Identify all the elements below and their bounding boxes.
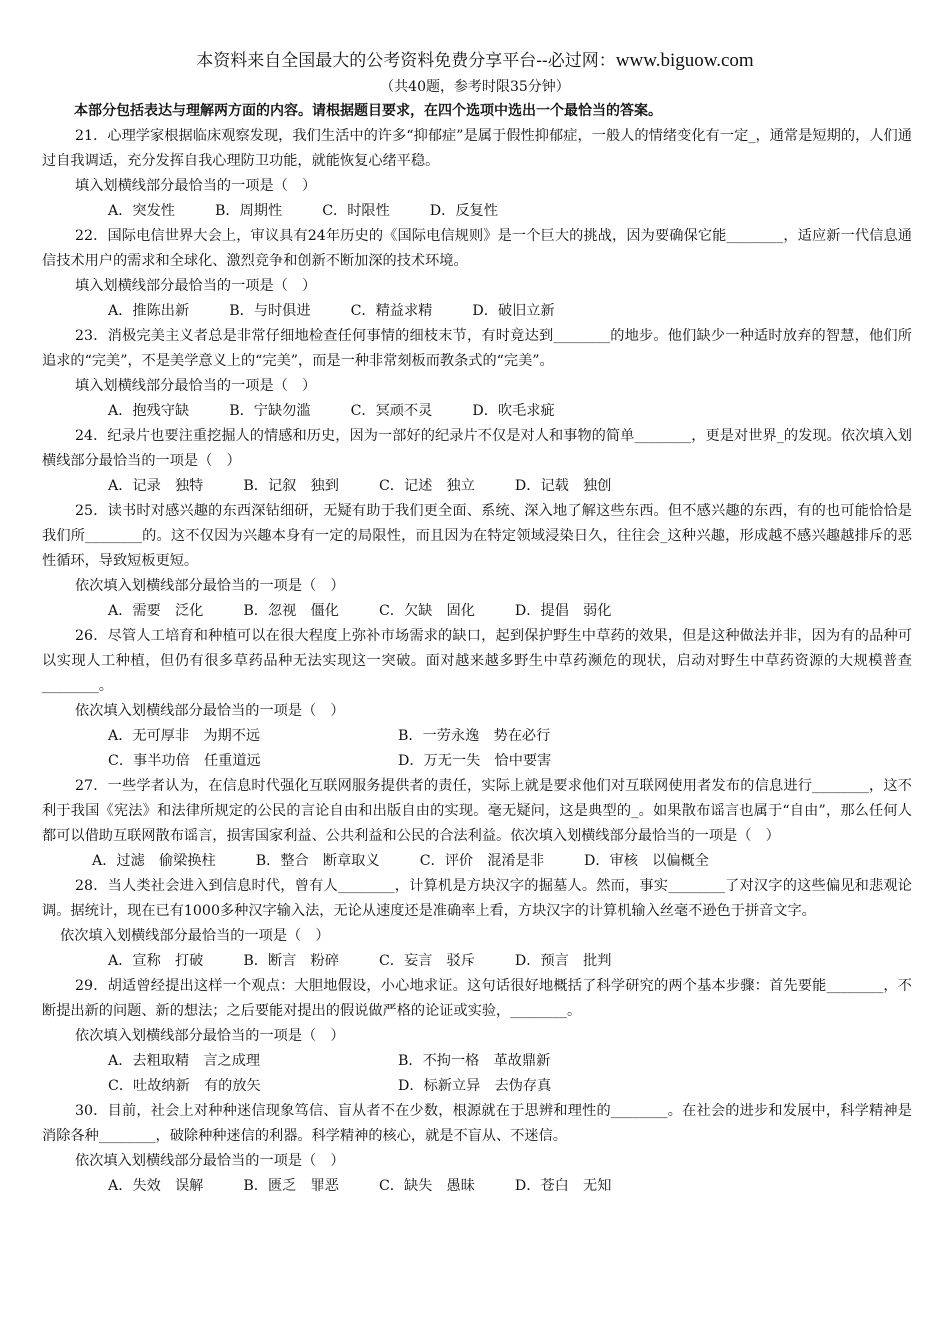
question-text: 29．胡适曾经提出这样一个观点：大胆地假设，小心地求证。这句话很好地概括了科学研究的两个基本步骤：首先要能________，不断提出新的问题、新的想法；之后要能对提出的假说做严格的论证或实验，________。 (42, 978, 912, 1019)
question-text: 27．一些学者认为，在信息时代强化互联网服务提供者的责任，实际上就是要求他们对互联网使用者发布的信息进行________，这不利于我国《宪法》和法律所规定的公民的言论自由和出版自由的实现。毫无疑问，这是典型的_。如果散布谣言也属于“自由”，那么任何人都可以借助互联网散布谣言，损害国家利益、公共利益和公民的合法利益。依次填入划横线部分最恰当的一项是（ ） (42, 778, 912, 844)
question-text: 28．当人类社会进入到信息时代，曾有人________，计算机是方块汉字的掘墓人。然而，事实________了对汉字的这些偏见和悲观论调。据统计，现在已有1000多种汉字输入法，无论从速度还是准确率上看，方块汉字的计算机输入丝毫不逊色于拼音文字。 (42, 878, 912, 919)
option-row (42, 1174, 912, 1199)
question-24 (42, 424, 912, 499)
question-29 (42, 974, 912, 1099)
option-d[interactable]: D．预言 批判 (514, 953, 612, 969)
question-26 (42, 624, 912, 774)
question-text: 30．目前，社会上对种种迷信现象笃信、盲从者不在少数，根源就在于思辨和理性的________。在社会的进步和发展中，科学精神是消除各种________，破除种种迷信的利器。科学精神的核心，就是不盲从、不迷信。 (42, 1103, 912, 1144)
section-intro: 本部分包括表达与理解两方面的内容。请根据题目要求，在四个选项中选出一个最恰当的答案。 (74, 103, 662, 119)
option-b[interactable]: B．匮乏 罪恶 (243, 1178, 339, 1194)
question-text: 22．国际电信世界大会上，审议具有24年历史的《国际电信规则》是一个巨大的挑战，因为要确保它能________，适应新一代信息通信技术用户的需求和全球化、激烈竞争和创新不断加深的技术环境。 (42, 228, 912, 269)
option-a[interactable]: A．需要 泛化 (108, 603, 204, 619)
option-b[interactable]: B．忽视 僵化 (243, 603, 339, 619)
option-d[interactable]: D．苍白 无知 (514, 1178, 612, 1194)
option-row (42, 199, 912, 224)
option-a[interactable]: A．失效 误解 (108, 1178, 204, 1194)
option-d[interactable]: D．反复性 (429, 203, 498, 219)
question-23 (42, 324, 912, 424)
option-b[interactable]: B．整合 断章取义 (255, 853, 380, 869)
question-list (42, 124, 912, 1199)
option-a[interactable]: A．推陈出新 (108, 303, 190, 319)
option-a[interactable]: A．去粗取精 言之成理 (108, 1053, 261, 1069)
option-row (42, 599, 912, 624)
option-d[interactable]: D．提倡 弱化 (514, 603, 612, 619)
option-b[interactable]: B．记叙 独到 (243, 478, 339, 494)
option-a[interactable]: A．宣称 打破 (108, 953, 204, 969)
option-row (42, 399, 912, 424)
question-prompt: 填入划横线部分最恰当的一项是（ ） (75, 178, 317, 194)
option-grid (42, 724, 912, 774)
option-d[interactable]: D．标新立异 去伪存真 (398, 1078, 552, 1094)
option-a[interactable]: A．突发性 (108, 203, 175, 219)
option-row (42, 949, 912, 974)
exam-subtitle: （共40题，参考时限35分钟） (380, 79, 570, 95)
option-c[interactable]: C．事半功倍 任重道远 (108, 753, 261, 769)
option-c[interactable]: C．评价 混淆是非 (419, 853, 545, 869)
question-text: 26．尽管人工培育和种植可以在很大程度上弥补市场需求的缺口，起到保护野生中草药的效果，但是这种做法并非，因为有的品种可以实现人工种植，但仍有很多草药品种无法实现这一突破。面对越来越多野生中草药濒危的现状，启动对野生中草药资源的大规模普查________。 (42, 628, 912, 694)
option-a[interactable]: A．过滤 偷梁换柱 (92, 853, 216, 869)
question-28 (42, 874, 912, 974)
site-link[interactable]: www.biguow.com (615, 50, 754, 71)
option-b[interactable]: B．一劳永逸 势在必行 (398, 728, 551, 744)
option-a[interactable]: A．无可厚非 为期不远 (108, 728, 261, 744)
option-d[interactable]: D．审核 以偏概全 (584, 853, 709, 869)
question-25 (42, 499, 912, 624)
option-c[interactable]: C．吐故纳新 有的放矢 (108, 1078, 261, 1094)
question-prompt: 依次填入划横线部分最恰当的一项是（ ） (60, 928, 330, 944)
option-b[interactable]: B．断言 粉碎 (243, 953, 339, 969)
question-text: 23．消极完美主义者总是非常仔细地检查任何事情的细枝末节，有时竟达到________的地步。他们缺少一种适时放弃的智慧，他们所追求的“完美”，不是美学意义上的“完美”，而是一种非常刻板而教条式的“完美”。 (42, 328, 912, 369)
option-b[interactable]: B．与时俱进 (229, 303, 311, 319)
source-header (0, 50, 950, 72)
question-prompt: 填入划横线部分最恰当的一项是（ ） (75, 278, 317, 294)
option-a[interactable]: A．抱残守缺 (108, 403, 190, 419)
question-text: 25．读书时对感兴趣的东西深钻细研，无疑有助于我们更全面、系统、深入地了解这些东西。但不感兴趣的东西，有的也可能恰恰是我们所________的。这不仅因为兴趣本身有一定的局限性，而且因为在特定领域浸染日久，往往会_这种兴趣，形成越不感兴趣越排斥的恶性循环，导致短板更短。 (42, 503, 912, 569)
question-prompt: 依次填入划横线部分最恰当的一项是（ ） (75, 703, 345, 719)
question-text: 21．心理学家根据临床观察发现，我们生活中的许多“抑郁症”是属于假性抑郁症，一般人的情绪变化有一定_，通常是短期的，人们通过自我调适，充分发挥自我心理防卫功能，就能恢复心绪平稳。 (42, 128, 912, 169)
question-prompt: 依次填入划横线部分最恰当的一项是（ ） (75, 578, 345, 594)
option-c[interactable]: C．精益求精 (350, 303, 433, 319)
question-text: 24．纪录片也要注重挖掘人的情感和历史，因为一部好的纪录片不仅是对人和事物的简单________，更是对世界_的发现。依次填入划横线部分最恰当的一项是（ ） (42, 428, 912, 469)
question-prompt: 依次填入划横线部分最恰当的一项是（ ） (75, 1028, 345, 1044)
option-b[interactable]: B．不拘一格 革故鼎新 (398, 1053, 551, 1069)
option-c[interactable]: C．欠缺 固化 (378, 603, 475, 619)
option-d[interactable]: D．万无一失 恰中要害 (398, 753, 552, 769)
option-c[interactable]: C．时限性 (322, 203, 390, 219)
option-c[interactable]: C．冥顽不灵 (350, 403, 433, 419)
question-prompt: 填入划横线部分最恰当的一项是（ ） (75, 378, 317, 394)
option-c[interactable]: C．妄言 驳斥 (378, 953, 475, 969)
option-d[interactable]: D．记载 独创 (514, 478, 612, 494)
option-c[interactable]: C．记述 独立 (378, 478, 475, 494)
option-b[interactable]: B．宁缺勿滥 (229, 403, 311, 419)
option-d[interactable]: D．破旧立新 (472, 303, 555, 319)
option-row (42, 849, 912, 874)
question-27 (42, 774, 912, 874)
option-c[interactable]: C．缺失 愚昧 (378, 1178, 475, 1194)
question-prompt: 依次填入划横线部分最恰当的一项是（ ） (75, 1153, 345, 1169)
question-30 (42, 1099, 912, 1199)
option-grid (42, 1049, 912, 1099)
question-21 (42, 124, 912, 224)
option-row (42, 474, 912, 499)
option-row (42, 299, 912, 324)
option-a[interactable]: A．记录 独特 (108, 478, 204, 494)
option-d[interactable]: D．吹毛求疵 (472, 403, 555, 419)
source-prefix: 本资料来自全国最大的公考资料免费分享平台--必过网： (196, 51, 616, 71)
question-22 (42, 224, 912, 324)
option-b[interactable]: B．周期性 (215, 203, 283, 219)
